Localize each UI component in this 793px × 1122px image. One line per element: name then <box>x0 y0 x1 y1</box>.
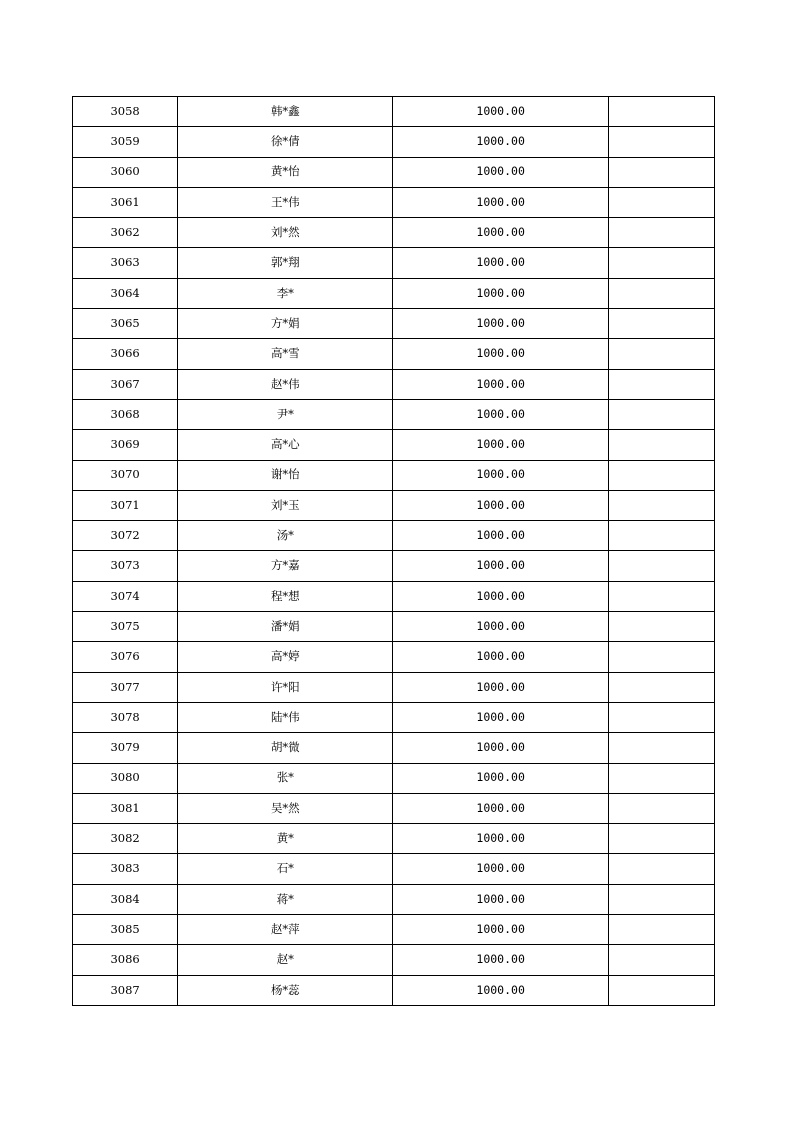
row-id-cell: 3076 <box>73 642 178 672</box>
row-note-cell <box>608 430 714 460</box>
row-id-cell: 3058 <box>73 97 178 127</box>
row-note-cell <box>608 248 714 278</box>
roster-table <box>72 96 715 1006</box>
table-row <box>73 399 715 429</box>
row-name-cell: 赵*萍 <box>178 915 393 945</box>
row-id-cell: 3086 <box>73 945 178 975</box>
row-name-cell: 许*阳 <box>178 672 393 702</box>
row-name-cell: 徐*倩 <box>178 127 393 157</box>
row-name-cell: 黄* <box>178 824 393 854</box>
row-note-cell <box>608 793 714 823</box>
row-note-cell <box>608 127 714 157</box>
row-amount-cell: 1000.00 <box>393 127 608 157</box>
row-amount-cell: 1000.00 <box>393 702 608 732</box>
row-id-cell: 3064 <box>73 278 178 308</box>
table-row <box>73 521 715 551</box>
table-row <box>73 763 715 793</box>
row-name-cell: 陆*伟 <box>178 702 393 732</box>
row-note-cell <box>608 702 714 732</box>
row-amount-cell: 1000.00 <box>393 824 608 854</box>
row-id-cell: 3059 <box>73 127 178 157</box>
row-note-cell <box>608 915 714 945</box>
row-amount-cell: 1000.00 <box>393 793 608 823</box>
row-note-cell <box>608 278 714 308</box>
row-name-cell: 郭*翔 <box>178 248 393 278</box>
table-row <box>73 975 715 1005</box>
row-id-cell: 3066 <box>73 339 178 369</box>
row-note-cell <box>608 763 714 793</box>
row-note-cell <box>608 521 714 551</box>
row-id-cell: 3071 <box>73 490 178 520</box>
row-name-cell: 蒋* <box>178 884 393 914</box>
row-amount-cell: 1000.00 <box>393 672 608 702</box>
row-id-cell: 3063 <box>73 248 178 278</box>
row-note-cell <box>608 854 714 884</box>
row-id-cell: 3067 <box>73 369 178 399</box>
row-note-cell <box>608 884 714 914</box>
row-note-cell <box>608 218 714 248</box>
row-amount-cell: 1000.00 <box>393 339 608 369</box>
row-note-cell <box>608 975 714 1005</box>
row-id-cell: 3080 <box>73 763 178 793</box>
table-row <box>73 127 715 157</box>
table-row <box>73 97 715 127</box>
row-amount-cell: 1000.00 <box>393 642 608 672</box>
row-amount-cell: 1000.00 <box>393 460 608 490</box>
row-amount-cell: 1000.00 <box>393 369 608 399</box>
row-name-cell: 黄*怡 <box>178 157 393 187</box>
row-amount-cell: 1000.00 <box>393 97 608 127</box>
row-amount-cell: 1000.00 <box>393 430 608 460</box>
row-id-cell: 3068 <box>73 399 178 429</box>
row-amount-cell: 1000.00 <box>393 884 608 914</box>
row-note-cell <box>608 339 714 369</box>
row-name-cell: 张* <box>178 763 393 793</box>
table-row <box>73 854 715 884</box>
row-amount-cell: 1000.00 <box>393 975 608 1005</box>
table-row <box>73 945 715 975</box>
table-row <box>73 793 715 823</box>
row-amount-cell: 1000.00 <box>393 612 608 642</box>
row-amount-cell: 1000.00 <box>393 521 608 551</box>
table-row <box>73 278 715 308</box>
table-row <box>73 824 715 854</box>
row-name-cell: 胡*微 <box>178 733 393 763</box>
table-row <box>73 915 715 945</box>
table-row <box>73 218 715 248</box>
table-row <box>73 551 715 581</box>
row-name-cell: 高*心 <box>178 430 393 460</box>
table-row <box>73 248 715 278</box>
row-note-cell <box>608 187 714 217</box>
row-id-cell: 3087 <box>73 975 178 1005</box>
row-name-cell: 程*想 <box>178 581 393 611</box>
row-name-cell: 韩*鑫 <box>178 97 393 127</box>
row-amount-cell: 1000.00 <box>393 945 608 975</box>
row-id-cell: 3072 <box>73 521 178 551</box>
row-note-cell <box>608 612 714 642</box>
row-id-cell: 3085 <box>73 915 178 945</box>
row-note-cell <box>608 157 714 187</box>
row-amount-cell: 1000.00 <box>393 248 608 278</box>
row-id-cell: 3079 <box>73 733 178 763</box>
row-id-cell: 3081 <box>73 793 178 823</box>
row-note-cell <box>608 97 714 127</box>
row-id-cell: 3065 <box>73 309 178 339</box>
row-name-cell: 赵* <box>178 945 393 975</box>
row-amount-cell: 1000.00 <box>393 854 608 884</box>
row-note-cell <box>608 551 714 581</box>
row-id-cell: 3073 <box>73 551 178 581</box>
table-row <box>73 430 715 460</box>
row-id-cell: 3060 <box>73 157 178 187</box>
row-id-cell: 3083 <box>73 854 178 884</box>
table-row <box>73 157 715 187</box>
row-amount-cell: 1000.00 <box>393 733 608 763</box>
table-row <box>73 672 715 702</box>
row-amount-cell: 1000.00 <box>393 218 608 248</box>
roster-table-body <box>73 97 715 1006</box>
row-note-cell <box>608 672 714 702</box>
table-row <box>73 339 715 369</box>
row-name-cell: 方*娟 <box>178 309 393 339</box>
row-amount-cell: 1000.00 <box>393 763 608 793</box>
row-note-cell <box>608 309 714 339</box>
row-name-cell: 赵*伟 <box>178 369 393 399</box>
row-amount-cell: 1000.00 <box>393 490 608 520</box>
row-id-cell: 3077 <box>73 672 178 702</box>
row-id-cell: 3074 <box>73 581 178 611</box>
row-amount-cell: 1000.00 <box>393 278 608 308</box>
row-id-cell: 3069 <box>73 430 178 460</box>
row-note-cell <box>608 642 714 672</box>
row-id-cell: 3061 <box>73 187 178 217</box>
row-name-cell: 王*伟 <box>178 187 393 217</box>
row-name-cell: 高*雪 <box>178 339 393 369</box>
row-name-cell: 谢*怡 <box>178 460 393 490</box>
row-note-cell <box>608 399 714 429</box>
row-amount-cell: 1000.00 <box>393 551 608 581</box>
row-name-cell: 杨*蕊 <box>178 975 393 1005</box>
row-amount-cell: 1000.00 <box>393 187 608 217</box>
row-name-cell: 高*婷 <box>178 642 393 672</box>
table-row <box>73 309 715 339</box>
row-id-cell: 3070 <box>73 460 178 490</box>
row-name-cell: 尹* <box>178 399 393 429</box>
table-row <box>73 884 715 914</box>
row-note-cell <box>608 824 714 854</box>
row-name-cell: 刘*玉 <box>178 490 393 520</box>
row-name-cell: 汤* <box>178 521 393 551</box>
row-note-cell <box>608 945 714 975</box>
row-name-cell: 吴*然 <box>178 793 393 823</box>
row-id-cell: 3082 <box>73 824 178 854</box>
row-amount-cell: 1000.00 <box>393 399 608 429</box>
row-name-cell: 刘*然 <box>178 218 393 248</box>
table-row <box>73 187 715 217</box>
row-id-cell: 3062 <box>73 218 178 248</box>
table-row <box>73 581 715 611</box>
row-amount-cell: 1000.00 <box>393 157 608 187</box>
row-id-cell: 3075 <box>73 612 178 642</box>
row-amount-cell: 1000.00 <box>393 581 608 611</box>
row-amount-cell: 1000.00 <box>393 915 608 945</box>
row-amount-cell: 1000.00 <box>393 309 608 339</box>
row-name-cell: 石* <box>178 854 393 884</box>
row-note-cell <box>608 369 714 399</box>
table-row <box>73 490 715 520</box>
table-row <box>73 642 715 672</box>
row-name-cell: 潘*娟 <box>178 612 393 642</box>
table-row <box>73 702 715 732</box>
row-note-cell <box>608 581 714 611</box>
row-note-cell <box>608 490 714 520</box>
table-row <box>73 612 715 642</box>
row-id-cell: 3078 <box>73 702 178 732</box>
row-name-cell: 方*嘉 <box>178 551 393 581</box>
row-note-cell <box>608 460 714 490</box>
table-row <box>73 733 715 763</box>
row-id-cell: 3084 <box>73 884 178 914</box>
row-name-cell: 李* <box>178 278 393 308</box>
table-row <box>73 460 715 490</box>
row-note-cell <box>608 733 714 763</box>
table-row <box>73 369 715 399</box>
